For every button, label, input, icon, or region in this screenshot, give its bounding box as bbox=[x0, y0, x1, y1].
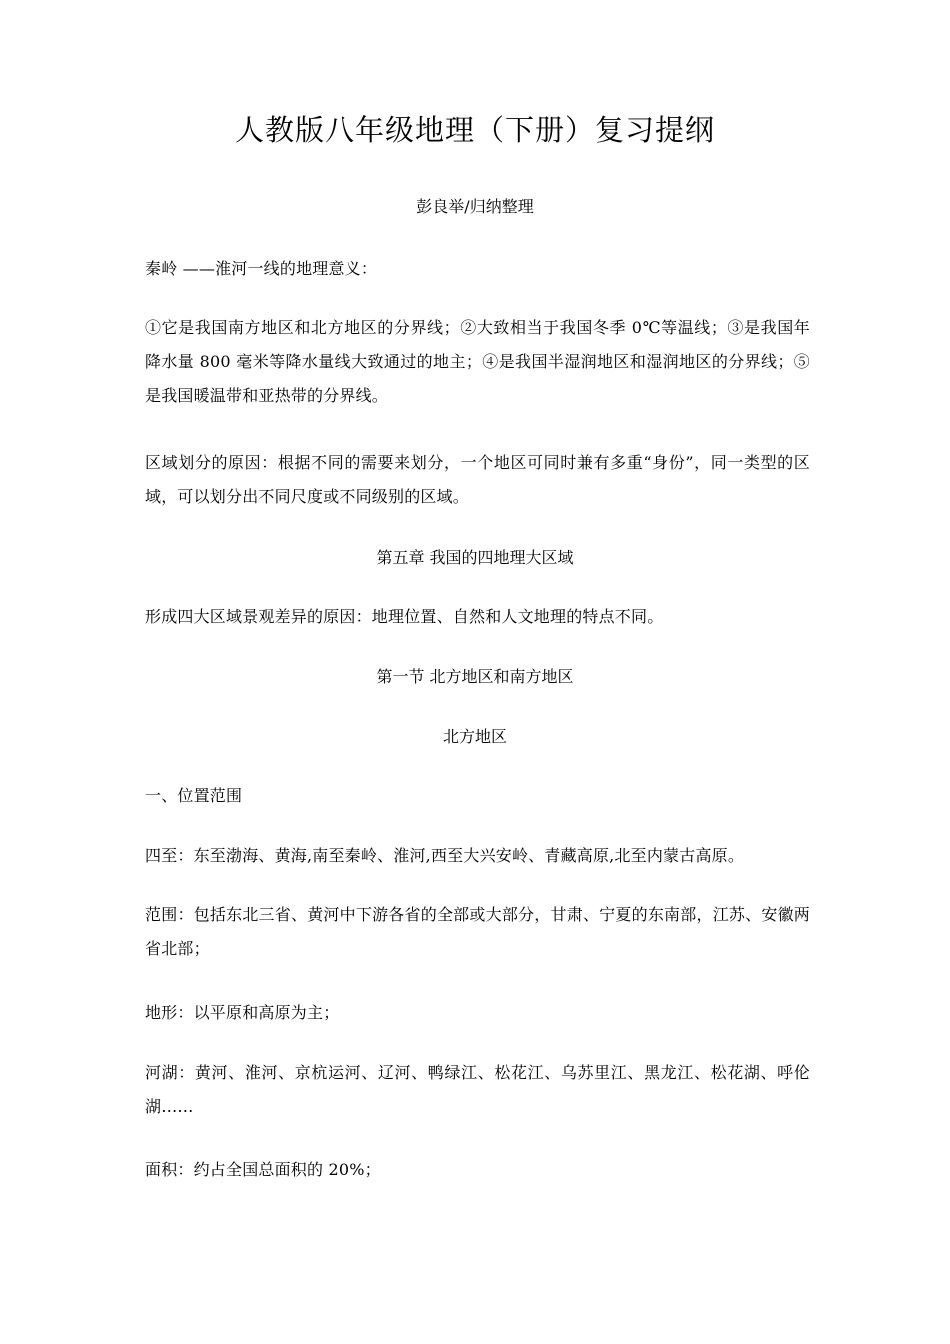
paragraph-boundaries: 四至：东至渤海、黄海,南至秦岭、淮河,西至大兴安岭、青藏高原,北至内蒙古高原。 bbox=[145, 846, 745, 865]
paragraph-area: 面积：约占全国总面积的 20%； bbox=[145, 1160, 381, 1179]
chapter-heading: 第五章 我国的四地理大区域 bbox=[376, 548, 574, 567]
heading-location-range: 一、位置范围 bbox=[145, 786, 243, 805]
section-heading: 第一节 北方地区和南方地区 bbox=[376, 667, 574, 686]
paragraph-landscape-difference: 形成四大区域景观差异的原因：地理位置、自然和人文地理的特点不同。 bbox=[145, 607, 664, 626]
paragraph-terrain: 地形：以平原和高原为主； bbox=[145, 1003, 340, 1022]
subsection-heading: 北方地区 bbox=[442, 727, 507, 746]
paragraph-rivers-lakes: 河湖：黄河、淮河、京杭运河、辽河、鸭绿江、松花江、乌苏里江、黑龙江、松花湖、呼伦湖…… bbox=[145, 1063, 810, 1116]
paragraph-qinling-significance: ①它是我国南方地区和北方地区的分界线；②大致相当于我国冬季 0℃等温线；③是我国年降水量 800 毫米等降水量线大致通过的地主；④是我国半湿润地区和湿润地区的分界线；⑤是我国暖温带和亚热带的分界线。 bbox=[145, 318, 810, 405]
paragraph-region-division: 区域划分的原因：根据不同的需要来划分，一个地区可同时兼有多重“身份”，同一类型的区域，可以划分出不同尺度或不同级别的区域。 bbox=[145, 453, 810, 506]
author-line: 彭良举/归纳整理 bbox=[416, 197, 534, 216]
document-title: 人教版八年级地理（下册）复习提纲 bbox=[234, 113, 715, 147]
paragraph-qinling-heading: 秦岭 ——淮河一线的地理意义： bbox=[145, 259, 378, 278]
paragraph-extent: 范围：包括东北三省、黄河中下游各省的全部或大部分，甘肃、宁夏的东南部，江苏、安徽两省北部； bbox=[145, 905, 810, 958]
